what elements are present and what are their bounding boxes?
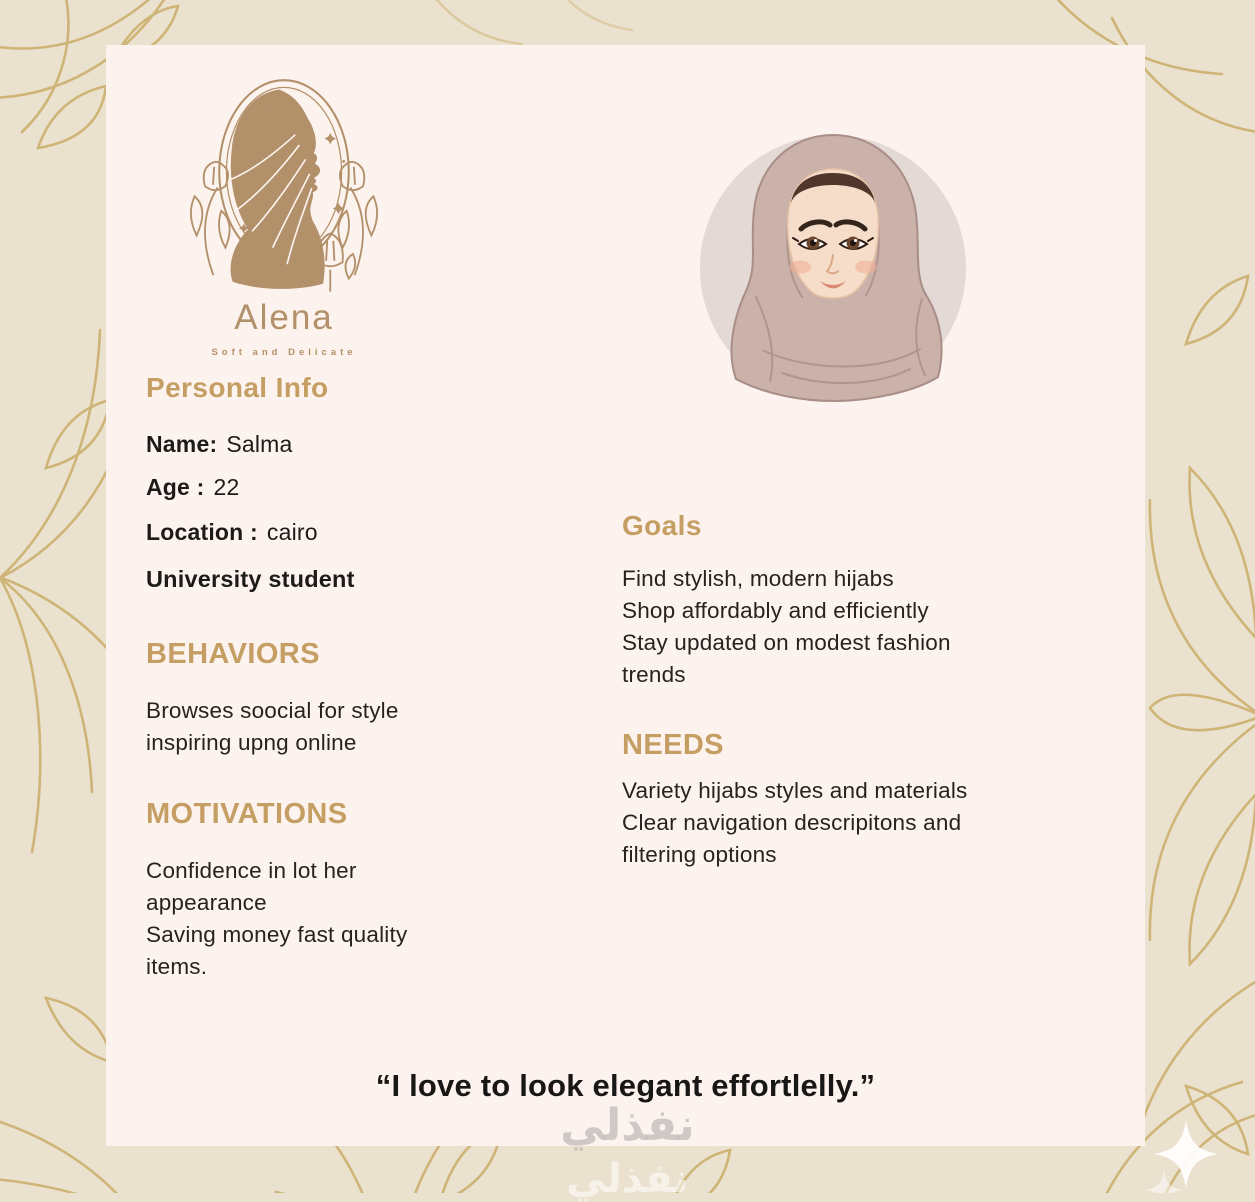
motivations-line: Saving money fast quality xyxy=(146,922,408,947)
field-age xyxy=(146,474,239,501)
goals-title: Goals xyxy=(622,510,702,541)
needs-text xyxy=(622,775,967,871)
field-age-value: 22 xyxy=(213,474,240,500)
needs-line: filtering options xyxy=(622,842,777,867)
motivations-text xyxy=(146,855,407,983)
behaviors-text xyxy=(146,695,399,759)
field-age-label: Age : xyxy=(146,474,205,500)
brand-logo-mark-icon xyxy=(176,73,392,293)
brand-tagline: Soft and Delicate xyxy=(211,347,357,358)
field-location xyxy=(146,519,318,546)
needs-line: Clear navigation descripitons and xyxy=(622,810,962,835)
watermark-echo-text: نفذلي xyxy=(566,1156,689,1202)
persona-avatar xyxy=(694,115,972,412)
goals-line: Find stylish, modern hijabs xyxy=(622,566,894,591)
needs-line: Variety hijabs styles and materials xyxy=(622,778,968,803)
goals-line: Shop affordably and efficiently xyxy=(622,598,929,623)
personal-info-title: Personal Info xyxy=(146,372,329,403)
field-location-label: Location : xyxy=(146,519,258,545)
needs-title: NEEDS xyxy=(622,729,724,761)
goals-line: Stay updated on modest fashion xyxy=(622,630,951,655)
motivations-line: Confidence in lot her xyxy=(146,858,357,883)
goals-text xyxy=(622,563,951,691)
behaviors-title: BEHAVIORS xyxy=(146,638,320,670)
brand-name: Alena xyxy=(234,298,334,337)
field-name xyxy=(146,431,293,458)
sparkle-icon xyxy=(1140,1108,1240,1193)
motivations-title: MOTIVATIONS xyxy=(146,798,348,830)
field-location-value: cairo xyxy=(266,519,318,545)
persona-avatar-illustration xyxy=(694,115,972,407)
behaviors-line: Browses soocial for style xyxy=(146,698,399,723)
persona-quote: “I love to look elegant effortlelly.” xyxy=(375,1068,876,1103)
brand-logo xyxy=(176,73,392,358)
motivations-line: appearance xyxy=(146,890,267,915)
field-occupation: University student xyxy=(146,566,355,592)
field-name-value: Salma xyxy=(226,431,293,457)
field-name-label: Name: xyxy=(146,431,218,457)
goals-line: trends xyxy=(622,662,686,687)
behaviors-line: inspiring upng online xyxy=(146,730,357,755)
watermark-text: نفذلي xyxy=(560,1100,695,1151)
motivations-line: items. xyxy=(146,954,208,979)
persona-card xyxy=(106,45,1145,1146)
